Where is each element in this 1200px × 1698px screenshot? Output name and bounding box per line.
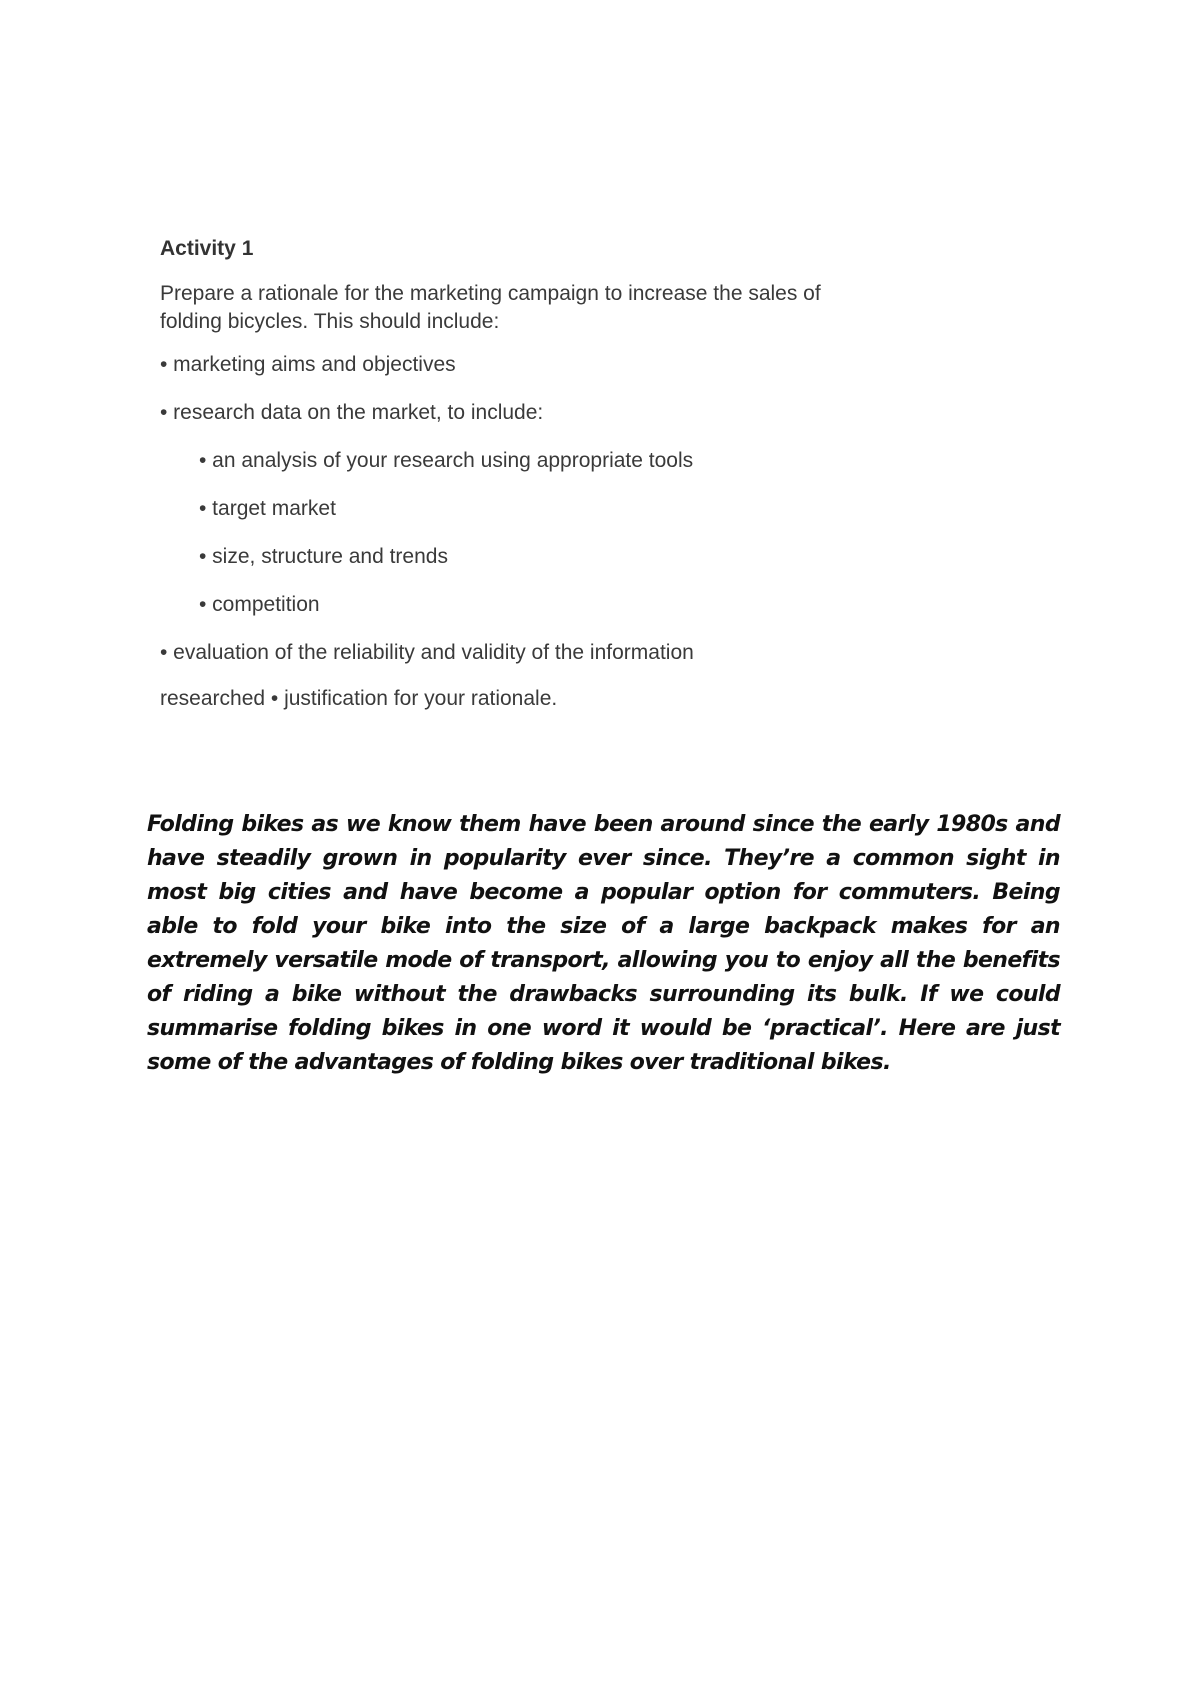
activity-intro bbox=[160, 280, 1000, 336]
bullet-research: • research data on the market, to include: bbox=[160, 401, 544, 424]
bullet-evaluation: • evaluation of the reliability and validity of the information bbox=[160, 641, 694, 664]
bullet-aims: • marketing aims and objectives bbox=[160, 353, 456, 376]
intro-line-1: Prepare a rationale for the marketing campaign to increase the sales of bbox=[160, 282, 821, 305]
folding-bikes-paragraph: Folding bikes as we know them have been around since the early 1980s and have steadily grown in popularity ever since. They’re a common sight in most big cities and have become a popular option for commuters. Being able to fold your bike into the size of a large backpack makes for an extremely versatile mode of transport, allowing you to enjoy all the benefits of riding a bike without the drawbacks surrounding its bulk. If we could summarise folding bikes in one word it would be ‘practical’. Here are just some of the advantages of folding bikes over traditional bikes. bbox=[147, 812, 1060, 1075]
closing-line: researched • justification for your rationale. bbox=[160, 687, 558, 710]
intro-line-2: folding bicycles. This should include: bbox=[160, 310, 500, 333]
sub-bullet-target-market: • target market bbox=[199, 497, 336, 520]
sub-bullet-analysis: • an analysis of your research using appropriate tools bbox=[199, 449, 694, 472]
sub-bullet-size-structure: • size, structure and trends bbox=[199, 545, 448, 568]
activity-heading: Activity 1 bbox=[160, 237, 254, 260]
sub-bullet-competition: • competition bbox=[199, 593, 320, 616]
activity-section bbox=[160, 236, 1000, 734]
